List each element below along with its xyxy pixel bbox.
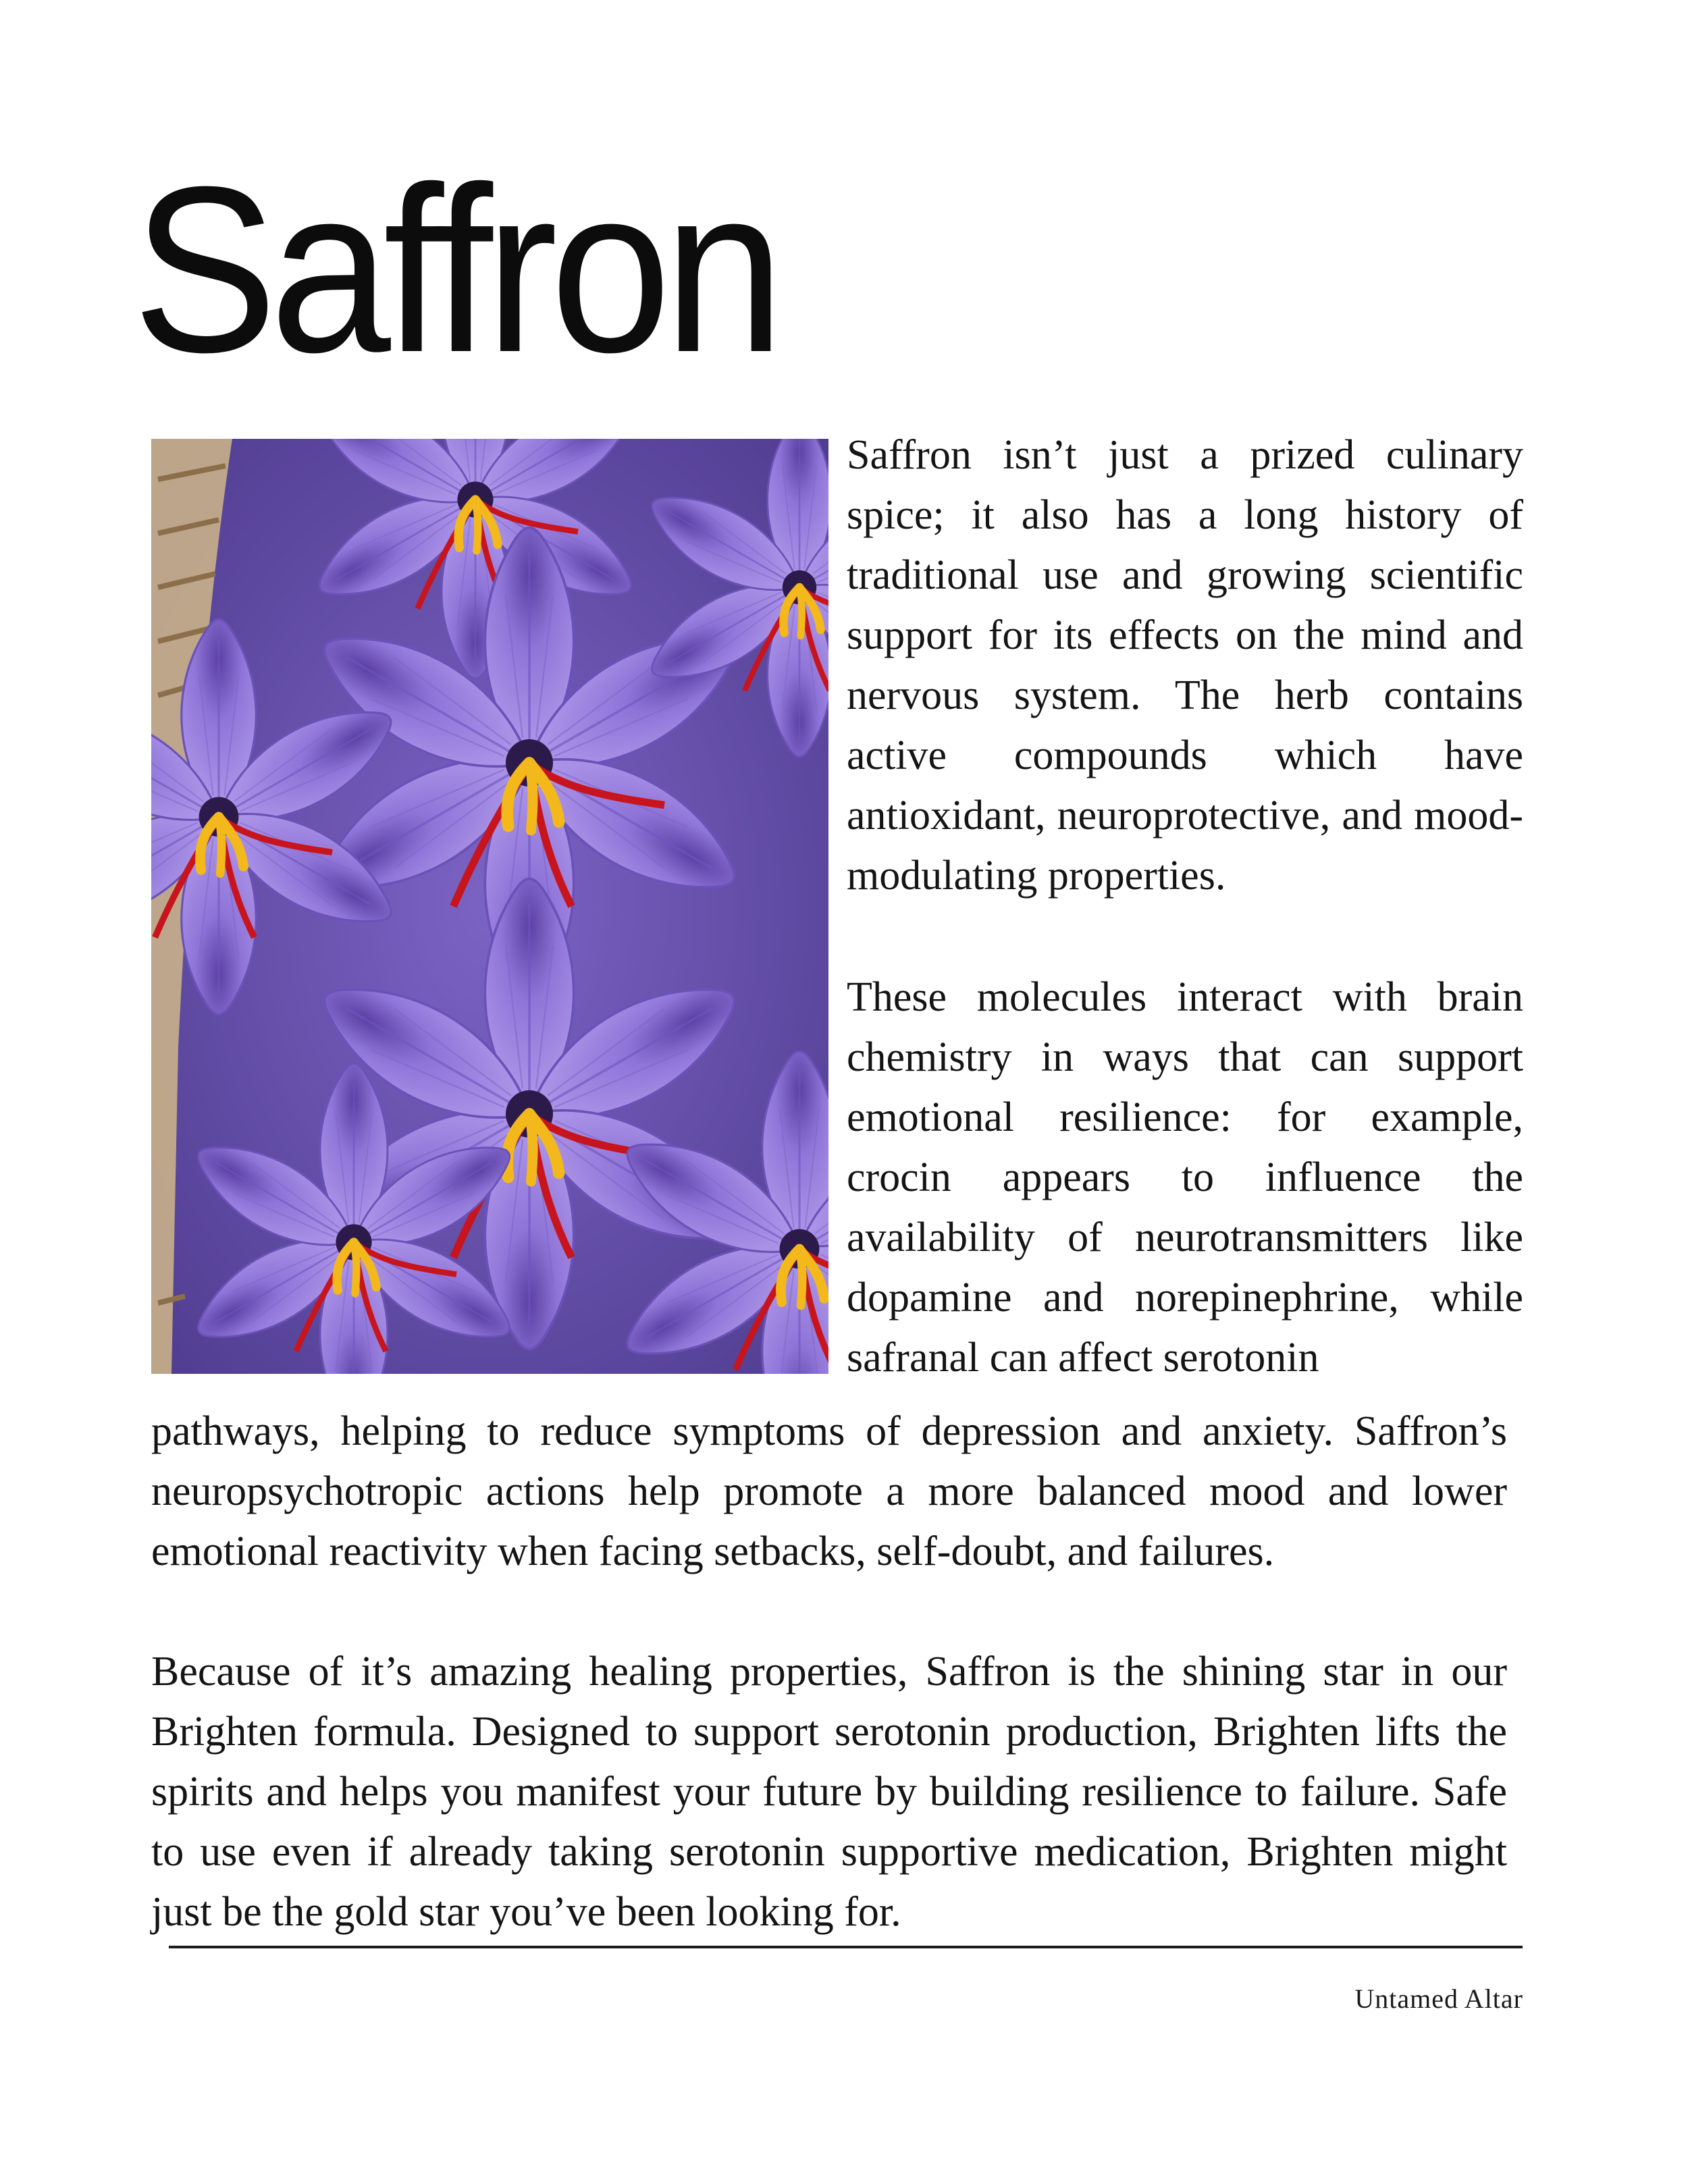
intro-paragraph: Saffron isn’t just a prized culinary spice; it also has a long history of traditional use and growing scientific support for its effects on the mind and nervous system. The herb contains active compounds which have antioxidant, neuroprotective, and mood-modulating properties. [847, 432, 1523, 899]
saffron-flowers-photo [151, 439, 828, 1374]
saffron-flowers-image [151, 439, 828, 1374]
footer-divider [169, 1946, 1523, 1948]
molecules-paragraph-continued: pathways, helping to reduce symptoms of depression and anxiety. Saffron’s neuropsychotropic actions help promote a more balanced mood and lower emotional reactivity when facing setbacks, self-doubt, and failures. [151, 1408, 1507, 1574]
page-title: Saffron [132, 138, 778, 402]
molecules-paragraph: These molecules interact with brain chemistry in ways that can support emotional resilience: for example, crocin appears to influence the availability of neurotransmitters like dopamine and norepinephrine, while safranal can affect serotonin [847, 974, 1523, 1381]
brighten-paragraph: Because of it’s amazing healing properties, Saffron is the shining star in our Brighten formula. Designed to support serotonin production, Brighten lifts the spirits and helps you manifest your future by building resilience to failure. Safe to use even if already taking serotonin supportive medication, Brighten might just be the gold star you’ve been looking for. [151, 1649, 1507, 1935]
footer-brand: Untamed Altar [1354, 1983, 1523, 2014]
